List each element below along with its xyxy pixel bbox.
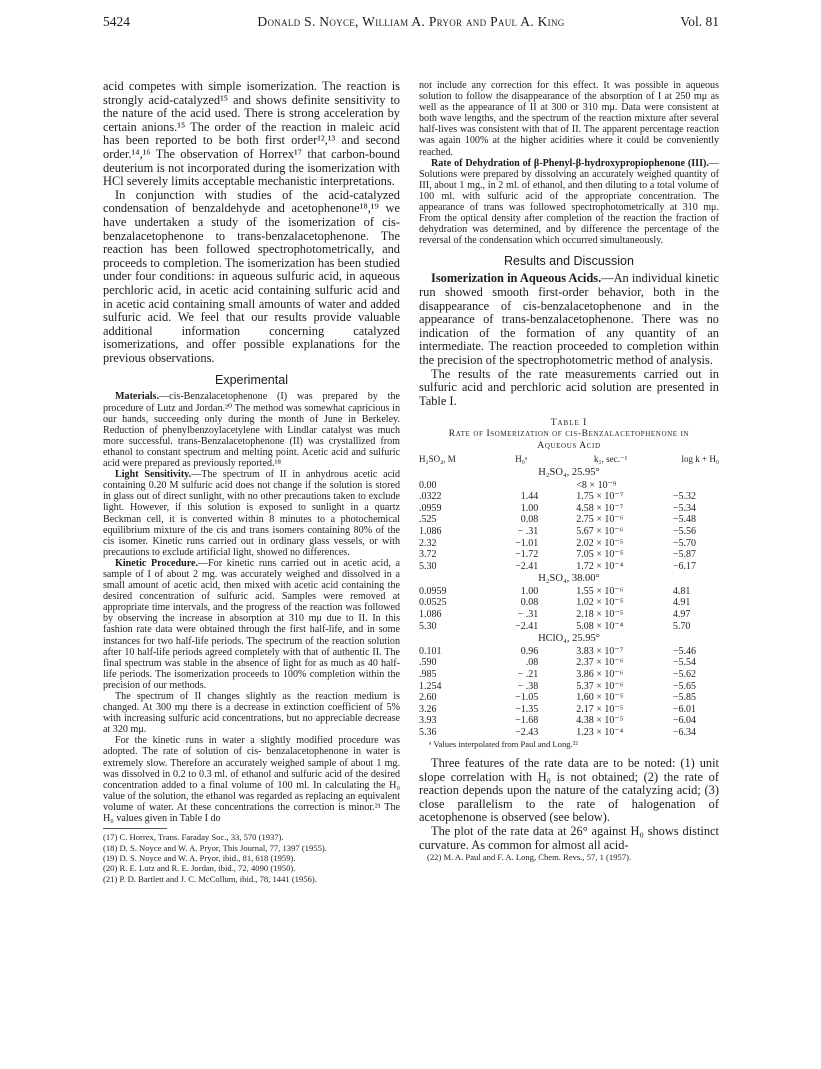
footnote: (19) D. S. Noyce and W. A. Pryor, ibid., 81, 618 (1959). [103, 852, 296, 863]
table-cell: 2.32 [419, 537, 437, 549]
table-cell: 0.96 [520, 645, 539, 657]
isomerization-paragraph [419, 272, 719, 367]
table-cell: −5.87 [672, 549, 697, 561]
table-cell: − .31 [517, 525, 539, 537]
column-header: H₂SO₄, M [419, 454, 456, 465]
table-row [419, 503, 719, 515]
table-title: Table I [550, 418, 588, 429]
table-cell: 4.97 [672, 609, 691, 621]
table-section-label [419, 632, 719, 646]
section-label-cell: H₂SO₄, 25.95° [538, 466, 600, 478]
table-row [419, 561, 719, 573]
footnotes-left [103, 832, 400, 884]
table-cell: −1.72 [515, 549, 539, 561]
table-row [419, 657, 719, 669]
table-cell: .0959 [419, 502, 442, 514]
table-cell: −1.05 [515, 692, 539, 704]
table-caption-line-2: Aqueous Acid [537, 441, 601, 452]
table-cell: 5.37 × 10⁻⁶ [576, 680, 624, 692]
table-cell: 0.08 [520, 597, 539, 609]
table-cell: 5.30 [419, 620, 437, 632]
table-cell: −5.62 [672, 669, 697, 681]
table-cell: 1.60 × 10⁻⁵ [576, 692, 624, 704]
table-row [419, 526, 719, 538]
footnote: (22) M. A. Paul and F. A. Long, Chem. Revs., 57, 1 (1957). [427, 852, 632, 863]
table-cell: −5.54 [672, 657, 697, 669]
table-cell: −1.35 [515, 703, 539, 715]
section-label-cell: HClO₄, 25.95° [538, 633, 600, 645]
right-column [419, 80, 719, 863]
kinetic-procedure-paragraph [103, 558, 400, 691]
table-row [419, 609, 719, 621]
kinetic-procedure-text: —For kinetic runs carried out in acetic acid, a sample of I of about 2 mg. was accurately weighed and dissolved in a small amount of acetic acid, then mixed with acetic acid containing the desired concentration of sulfuric acid. Samples were removed at appropriate time intervals, and the progress of the reaction was followed by observing the increase in absorption at 310 mμ due to II. In this fashion rate data were obtained through the first half-life, and in some instances for two half-life periods. The spectrum of the reaction solution after 10 half-life periods agreed completely with that of authentic II. The final spectrum was stable in the absence of light for as much as 40 half-life periods. The isomerization proceeds to 100% completion within the precision of our methods. [103, 557, 400, 691]
table-cell: .985 [419, 669, 437, 681]
table-cell: −2.41 [515, 560, 539, 572]
table-cell: 0.08 [520, 514, 539, 526]
table-cell: 1.55 × 10⁻⁶ [576, 585, 624, 597]
table-cell: 2.17 × 10⁻⁵ [576, 703, 624, 715]
table-cell: 3.72 [419, 549, 437, 561]
materials-paragraph [103, 391, 400, 469]
materials-text: —cis-Benzalacetophenone (I) was prepared by the procedure of Lutz and Jordan.²⁰ The method was somewhat capricious in our hands, succeeding only during the month of June in Berkeley. Reduction of phenylbenzoylacetylene with Lindlar catalyst was much more successful. trans-Benzalacetophenone (II) was crystallized from ethanol to constant spectrum and melting point. Acetic acid and sulfuric acid were prepared as previously reported.¹⁸ [103, 391, 400, 470]
table-cell: 5.67 × 10⁻⁶ [576, 525, 624, 537]
table-row [419, 549, 719, 561]
table-cell: 4.38 × 10⁻⁵ [576, 715, 624, 727]
table-cell: −5.48 [672, 514, 697, 526]
table-row [419, 692, 719, 704]
table-cell: .525 [419, 514, 437, 526]
isomerization-heading: Isomerization in Aqueous Acids. [431, 271, 602, 286]
footnote: (21) P. D. Bartlett and J. C. McCollum, ibid., 78, 1441 (1956). [103, 873, 317, 884]
intro-paragraph-2: In conjunction with studies of the acid-catalyzed condensation of benzaldehyde and acetophenone¹⁸,¹⁹ we have undertaken a study of the isomerization of cis-benzalacetophenone to trans-benzalacetophenone. The reaction has been followed spectrophotometrically, and proceeds to completion. The isomerization has been studied under four conditions: in aqueous sulfuric acid, in aqueous perchloric acid, in acetic acid containing sulfuric acid and in acetic acid containing small amounts of water and added sulfuric acid. We feel that our results provide valuable additional information concerning catalyzed isomerizations, and offer possible explanations for the previous observations. [103, 187, 400, 365]
table-cell: − .21 [517, 669, 539, 681]
intro-paragraph-1: acid competes with simple isomerization. The reaction is strongly acid-catalyzed¹⁵ and shows definite sensitivity to the nature of the acid used. There is strong acceleration by certain anions.¹⁵ The order of the reaction in maleic acid has been reported to be both first order¹²,¹³ and second order.¹⁴,¹⁶ The observation of Horrex¹⁷ that carbon-bound deuterium is not incorporated during the isomerization with HCl severely limits acceptable mechanistic interpretations. [103, 79, 400, 189]
dehydration-heading: Rate of Dehydration of β-Phenyl-β-hydroxypropiophenone (III). [431, 157, 709, 169]
table-cell: 5.70 [672, 620, 691, 632]
light-sensitivity-paragraph [103, 469, 400, 558]
column-header: log k + H₀ [681, 454, 719, 465]
results-heading: Results and Discussion [504, 254, 634, 269]
table-row [419, 586, 719, 598]
table-cell: −5.56 [672, 525, 697, 537]
table-cell: 1.00 [520, 502, 539, 514]
rate-table [419, 454, 719, 738]
table-section-label [419, 572, 719, 586]
table-row [419, 480, 719, 492]
table-cell: 5.36 [419, 727, 437, 738]
table-cell: 0.0959 [419, 585, 447, 597]
table-cell: −5.65 [672, 680, 697, 692]
table-cell: 5.08 × 10⁻⁴ [576, 620, 624, 632]
table-cell: 2.75 × 10⁻⁶ [576, 514, 624, 526]
section-label-cell: H₂SO₄, 38.00° [538, 573, 600, 585]
table-cell: −6.04 [672, 715, 697, 727]
table-row [419, 538, 719, 550]
table-row [419, 491, 719, 503]
table-cell: 1.00 [520, 585, 539, 597]
table-cell: .08 [525, 657, 539, 669]
table-row [419, 704, 719, 716]
table-row [419, 669, 719, 681]
water-runs-continued: not include any correction for this effect. It was possible in aqueous solution to follow the disappearance of the absorption of I at 250 mμ as well as the appearance of II at 300 or 310 mμ. Data were consistent at both wave lengths, and the spectrum of the reaction mixture after several half-lives was consistent with that of II. The apparent percentage reaction was again 100% at the higher acidities where it could be conveniently reached. [419, 80, 719, 158]
dehydration-text: —Solutions were prepared by dissolving an accurately weighed quantity of III, about 1 mg., in 2 ml. of ethanol, and then diluting to a total volume of 100 ml. with sulfuric acid of the appropriate concentration. The appearance of trans was followed spectrophotometrically at 310 mμ. From the optical density after completion of the reaction the fraction of dehydration was determined, and by difference the percentage of the reversal of the condensation which occurred simultaneously. [419, 157, 719, 247]
table-cell: 1.72 × 10⁻⁴ [576, 560, 624, 572]
table-cell: −6.17 [672, 560, 697, 572]
table-cell: 1.23 × 10⁻⁴ [576, 727, 624, 738]
footnote: (18) D. S. Noyce and W. A. Pryor, This Journal, 77, 1397 (1955). [103, 842, 327, 853]
column-header: k₁, sec.⁻¹ [593, 454, 628, 465]
table-body [419, 466, 719, 739]
table-cell: −6.34 [672, 727, 697, 738]
table-cell: 3.26 [419, 703, 437, 715]
table-cell: 7.05 × 10⁻⁵ [576, 549, 624, 561]
table-row [419, 715, 719, 727]
table-cell: −2.41 [515, 620, 539, 632]
footnote: (17) C. Horrex, Trans. Faraday Soc., 33, 570 (1937). [103, 832, 284, 843]
page-number: 5424 [103, 14, 130, 29]
table-cell: −2.43 [515, 727, 539, 738]
table-cell: −5.32 [672, 491, 697, 503]
left-column [103, 80, 400, 884]
table-cell: 3.83 × 10⁻⁷ [576, 645, 624, 657]
table-cell: 2.60 [419, 692, 437, 704]
table-cell: <8 × 10⁻⁹ [576, 479, 617, 491]
table-cell: 2.02 × 10⁻⁵ [576, 537, 624, 549]
table-cell: −5.46 [672, 645, 697, 657]
table-cell: −5.70 [672, 537, 697, 549]
table-cell: .590 [419, 657, 437, 669]
isomerization-text: —An individual kinetic run showed smooth first-order behavior, both in the disappearance of cis-benzalacetophenone and in the appearance of trans-benzalacetophenone. There was no indication of the formation of any quantity of an intermediate. The reaction proceeded to completion within the precision of the spectrophotometric method of analysis. [419, 271, 719, 367]
table-row [419, 514, 719, 526]
kinetic-procedure-heading: Kinetic Procedure. [115, 557, 199, 569]
table-cell: 3.86 × 10⁻⁶ [576, 669, 624, 681]
water-runs-paragraph: For the kinetic runs in water a slightly modified procedure was adopted. The rate of solution of cis- benzalacetophenone in water is extremely slow. Therefore an accurately weighed sample of about 1 mg. was dissolved in 0.2 to 0.3 ml. of ethanol and sulfuric acid of the desired concentration added to a final volume of 100 ml. In calculating the H₀ value of the solution, the ethanol was regarded as replacing an equivalent volume of water. At these concentrations the correction is minor.²¹ The H₀ values given in Table I do [103, 735, 400, 825]
features-paragraph: Three features of the rate data are to be noted: (1) unit slope correlation with H₀ is not obtained; (2) the rate of reaction depends upon the nature of the catalyzing acid; (3) close parallelism to the rate of halogenation of acetophenone is observed (see below). [419, 756, 719, 825]
light-sensitivity-heading: Light Sensitivity. [115, 469, 192, 481]
light-sensitivity-text: —The spectrum of II in anhydrous acetic acid containing 0.20 M sulfuric acid does not change if the solution is stored in glass out of direct sunlight, with no other precautions taken to exclude light. However, if this solution is exposed to sunlight in a quartz Beckman cell, it is converted within 8 minutes to a photochemical equilibrium mixture of the cis and trans isomers containing 80% of the cis isomer. Kinetic runs carried out in ordinary glass vessels, or with precautions to exclude artificial light, showed no differences. [103, 469, 400, 558]
table-row [419, 597, 719, 609]
table-row [419, 646, 719, 658]
running-header [103, 14, 719, 32]
footnote-rule [103, 828, 167, 829]
table-cell [655, 480, 719, 492]
table-cell: 1.44 [520, 491, 539, 503]
table-cell: − .38 [517, 680, 539, 692]
experimental-heading: Experimental [215, 373, 288, 388]
table-cell: −6.01 [672, 703, 697, 715]
spectrum-paragraph: The spectrum of II changes slightly as the reaction medium is changed. At 300 mμ there is a decrease in extinction coefficient of 5% with increasing sulfuric acid concentrations, but no appreciable decrease at 320 mμ. [103, 691, 400, 736]
materials-heading: Materials. [115, 391, 160, 403]
plot-paragraph: The plot of the rate data at 26° against H₀ shows distinct curvature. As common for almost all acid- [419, 823, 719, 852]
table-row [419, 621, 719, 633]
table-cell: −5.34 [672, 502, 697, 514]
column-header: H₀ᵃ [515, 454, 528, 465]
table-cell: −1.68 [515, 715, 539, 727]
footnote: (20) R. E. Lutz and R. E. Jordan, ibid., 72, 4090 (1950). [103, 863, 296, 874]
table-footnote: ᵃ Values interpolated from Paul and Long.²² [429, 738, 578, 749]
table-cell [476, 480, 566, 492]
table-cell: 1.254 [419, 680, 442, 692]
table-cell: 4.91 [672, 597, 691, 609]
table-cell: 4.81 [672, 585, 691, 597]
volume-label: Vol. 81 [680, 14, 719, 29]
table-cell: 1.02 × 10⁻⁵ [576, 597, 624, 609]
table-header-row [419, 454, 719, 466]
table-row [419, 681, 719, 693]
results-intro-paragraph: The results of the rate measurements carried out in sulfuric acid and perchloric acid solution are presented in Table I. [419, 366, 719, 408]
dehydration-paragraph [419, 158, 719, 247]
table-row [419, 727, 719, 739]
table-cell: 3.93 [419, 715, 437, 727]
table-section-label [419, 466, 719, 480]
author-line: Donald S. Noyce, William A. Pryor and Paul A. King [257, 14, 565, 29]
table-cell: 0.101 [419, 645, 442, 657]
table-cell: −5.85 [672, 692, 697, 704]
table-cell: 1.75 × 10⁻⁷ [576, 491, 624, 503]
table-cell: 1.086 [419, 609, 442, 621]
table-cell: 1.086 [419, 525, 442, 537]
table-caption-line-1: Rate of Isomerization of cis-Benzalacetophenone in [448, 429, 690, 440]
table-cell: 5.30 [419, 560, 437, 572]
table-cell: 2.18 × 10⁻⁵ [576, 609, 624, 621]
table-cell: − .31 [517, 609, 539, 621]
table-cell: 4.58 × 10⁻⁷ [576, 502, 624, 514]
table-cell: 2.37 × 10⁻⁶ [576, 657, 624, 669]
table-cell: 0.00 [419, 479, 437, 491]
table-cell: −1.01 [515, 537, 539, 549]
table-cell: .0322 [419, 491, 442, 503]
table-cell: 0.0525 [419, 597, 447, 609]
